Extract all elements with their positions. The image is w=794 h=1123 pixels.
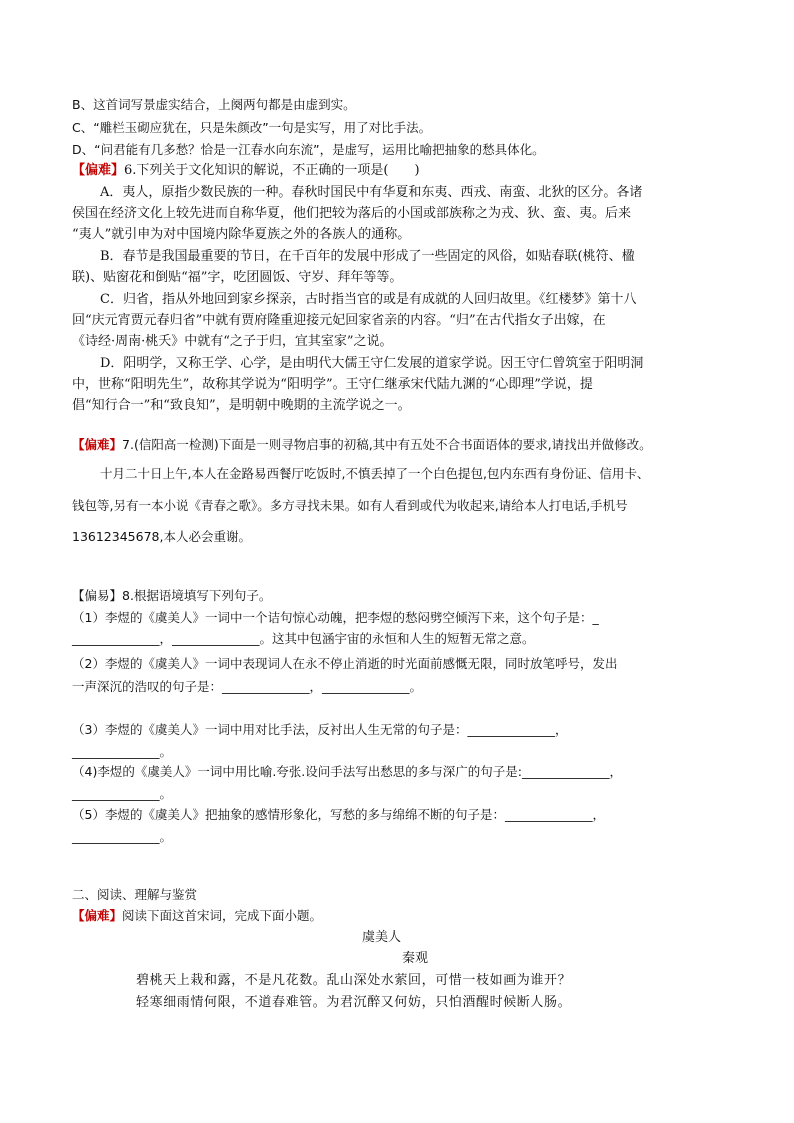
q7-notice-line1: 十月二十日上午,本人在金路易西餐厅吃饭时,不慎丢掉了一个白色提包,包内东西有身份证、信用卡、 (100, 466, 650, 481)
difficulty-tag: 【偏难】 (72, 163, 125, 178)
q8-item5-line1: （5）李煜的《虞美人》把抽象的感情形象化，写愁的多与绵绵不断的句子是：______________， (72, 807, 605, 822)
poem-line-2: 轻寒细雨情何限，不道春难管。为君沉醉又何妨，只怕酒醒时候断人肠。 (136, 995, 572, 1010)
poem-line-1: 碧桃天上栽和露，不是凡花数。乱山深处水萦回，可惜一枝如画为谁开？ (136, 973, 572, 988)
poem-author: 秦观 (402, 951, 429, 966)
q8-item4-line2: ______________。 (72, 786, 173, 801)
q6-stem-line (72, 163, 420, 179)
q5-option-d: D、“问君能有几多愁？恰是一江春水向东流”，是虚写，运用比喻把抽象的愁具体化。 (72, 142, 545, 157)
q6-option-d-line1: D．阳明学，又称王学、心学，是由明代大儒王守仁发展的道家学说。因王守仁曾筑室于阳明洞 (100, 356, 644, 371)
section-heading: 二、阅读、理解与鉴赏 (72, 887, 198, 902)
q8-item2-line1: （2）李煜的《虞美人》一词中表现词人在永不停止消逝的时光面前感慨无限，同时放笔呼号，发出 (72, 656, 618, 671)
q8-item3-line2: ______________。 (72, 744, 173, 759)
reading-instruction: 阅读下面这首宋词，完成下面小题。 (122, 908, 323, 923)
q6-option-d-line2: 中，世称“阳明先生”，故称其学说为“阳明学”。王守仁继承宋代陆九渊的“心即理”学说，提 (72, 377, 593, 392)
q6-option-c-line2: 回“庆元宵贾元春归省”中就有贾府隆重迎接元妃回家省亲的内容。“归”在古代指女子出嫁，在 (72, 313, 606, 328)
q6-option-a-line3: “夷人”就引申为对中国境内除华夏族之外的各族人的通称。 (72, 227, 411, 242)
q8-item5-line2: ______________。 (72, 829, 173, 844)
q8-item1-line2: ______________，______________。这其中包涵宇宙的永恒和人生的短暂无常之意。 (72, 631, 535, 646)
q6-stem: 6.下列关于文化知识的解说，不正确的一项是( ) (124, 163, 420, 178)
q6-option-c-line3: 《诗经·周南·桃夭》中就有“之子于归，宜其室家”之说。 (72, 334, 393, 349)
difficulty-tag: 【偏难】 (72, 437, 123, 452)
q6-option-b-line2: 联)、贴窗花和倒贴“福”字，吃团圆饭、守岁、拜年等等。 (72, 270, 403, 285)
q8-item3-line1: （3）李煜的《虞美人》一词中用对比手法，反衬出人生无常的句子是：______________， (72, 722, 568, 737)
q8-heading: 【偏易】8.根据语境填写下列句子。 (72, 588, 272, 603)
q6-option-a-line2: 侯国在经济文化上较先进而自称华夏，他们把较为落后的小国或部族称之为戎、狄、蛮、夷。后来 (72, 206, 632, 221)
q6-option-c-line1: C．归省，指从外地回到家乡探亲，古时指当官的或是有成就的人回归故里。《红楼梦》第十八 (100, 292, 637, 307)
q7-stem: 7.(信阳高一检测)下面是一则寻物启事的初稿,其中有五处不合书面语体的要求,请找出并做修改。 (122, 437, 652, 452)
reading-instruction-line (72, 908, 322, 924)
q6-option-b-line1: B．春节是我国最重要的节日，在千百年的发展中形成了一些固定的风俗，如贴春联(桃符、楹 (100, 249, 635, 264)
q7-notice-line2: 钱包等,另有一本小说《青春之歌》。多方寻找未果。如有人看到或代为收起来,请给本人打电话,手机号 (72, 498, 628, 513)
q6-option-d-line3: 倡“知行合一”和“致良知”，是明朝中晚期的主流学说之一。 (72, 398, 411, 413)
q8-item4-line1: （4)李煜的《虞美人》一词中用比喻.夸张.设问手法写出愁思的多与深广的句子是:______________， (72, 764, 622, 779)
q7-notice-line3: 13612345678,本人必会重谢。 (72, 529, 251, 544)
poem-title: 虞美人 (362, 930, 402, 945)
q7-stem-line (72, 437, 652, 453)
q8-item2-line2: 一声深沉的浩叹的句子是：______________，______________。 (72, 679, 423, 694)
q5-option-c: C、“雕栏玉砌应犹在，只是朱颜改”一句是实写，用了对比手法。 (72, 120, 432, 135)
q8-item1-line1: （1）李煜的《虞美人》一词中一个诘句惊心动魄，把李煜的愁闷劈空倾泻下来，这个句子是：_ (72, 610, 599, 625)
q6-option-a-line1: A．夷人，原指少数民族的一种。春秋时国民中有华夏和东夷、西戎、南蛮、北狄的区分。各诸 (100, 185, 643, 200)
difficulty-tag: 【偏难】 (72, 908, 123, 923)
q5-option-b: B、这首词写景虚实结合，上阕两句都是由虚到实。 (72, 97, 356, 112)
